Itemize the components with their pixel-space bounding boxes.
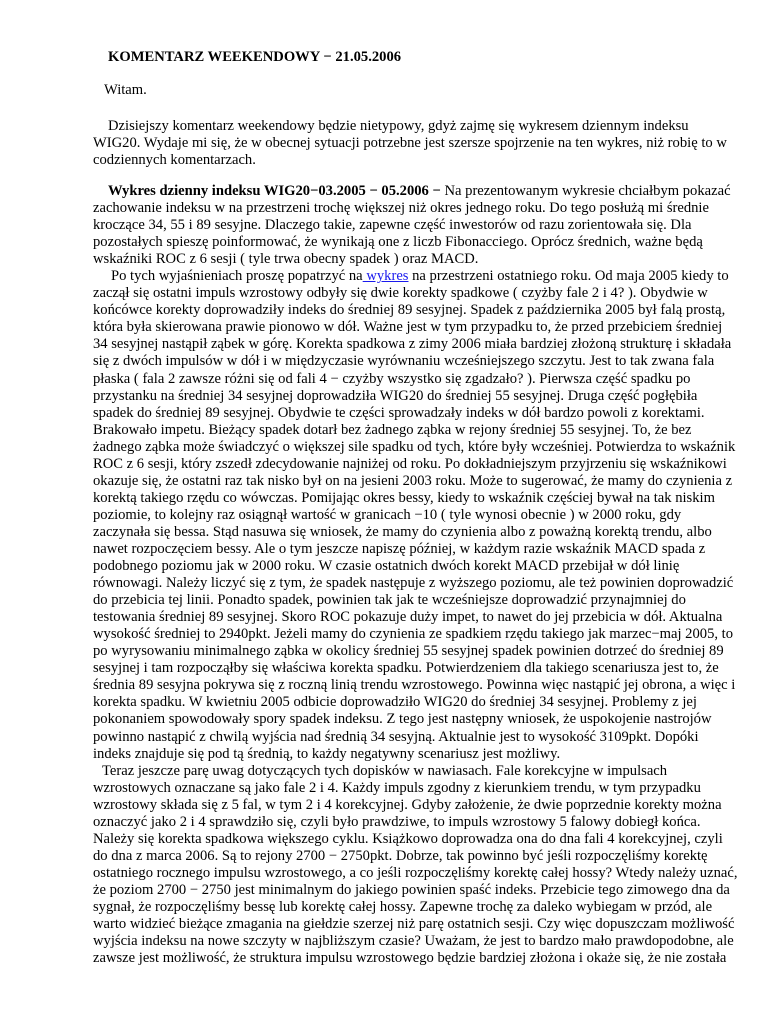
analysis-line: ROC z 6 sesji, który zszedł zdecydowanie najniżej od roku. Po dokładniejszym przyjrzeniu się wskaźnikowi [93, 455, 727, 472]
analysis-line: nawet rozpoczęciem bessy. Ale o tym jeszcze napiszę później, w każdym razie wskaźnik MACD spada z [93, 540, 706, 557]
final-paragraph-line: oznaczyć jako 2 i 4 sprawdziło się, czyli było prawdziwe, to impuls wzrostowy 5 falowy dobiegł końca. [93, 813, 701, 830]
intro-line: codziennych komentarzach. [93, 152, 256, 169]
analysis-line: końcówce korekty doprowadziły indeks do średniej 89 sesyjnej. Spadek z października 2005 był falą prostą, [93, 302, 726, 319]
analysis-line: przystanku na średniej 34 sesyjnej doprowadziła WIG20 do średniej 55 sesyjnej. Druga część pogłębiła [93, 387, 698, 404]
analysis-line: Brakowało impetu. Bieżący spadek dotarł bez żadnego ząbka w rejony średniej 55 sesyjnej. To, że bez [93, 421, 692, 438]
analysis-line: średnia 89 sesyjna pokrywa się z roczną linią trendu wzrostowego. Powinna więc nastąpić jej obrona, a więc i [93, 677, 736, 694]
section-line: pozostałych spieszę poinformować, że wynikają one z liczb Fibonacciego. Oprócz średnich, ważne będą [93, 234, 703, 251]
chart-link-line [93, 268, 737, 285]
final-paragraph-line: sygnał, że rozpoczęliśmy bessę lub korektę całej hossy. Zapewne trochę za daleko wybiegam w przód, ale [93, 898, 713, 915]
analysis-line: sesyjnej i tam rozpocząłby się właściwa korekta spadku. Potwierdzeniem dla takiego scenariusza jest to, że [93, 660, 719, 677]
chart-link[interactable]: wykres [362, 268, 409, 285]
section-line: kroczące 34, 55 i 89 sesyjne. Dlaczego takie, zapewne część inwestorów od razu zorientowała się. Dla [93, 217, 692, 234]
intro-line: Dzisiejszy komentarz weekendowy będzie nietypowy, gdyż zajmę się wykresem dziennym indeksu [108, 118, 689, 134]
document-title: KOMENTARZ WEEKENDOWY − 21.05.2006 [108, 49, 402, 65]
intro-paragraph [93, 118, 727, 169]
greeting: Witam. [104, 82, 147, 98]
section-first-line-text: Na prezentowanym wykresie chciałbym pokazać [440, 183, 731, 199]
final-paragraph-line: wyjścia indeksu na nowe szczyty w najbliższym czasie? Uważam, że jest to bardzo mało prawdopodobne, ale [93, 933, 734, 950]
final-paragraph-line: zawsze jest możliwość, że struktura impulsu wzrostowego będzie bardziej złożona i okaże się, że nie została [93, 950, 727, 967]
analysis-line: do przebicia tej linii. Ponadto spadek, powinien tak jak te wcześniejsze doprowadzić przynajmniej do [93, 592, 686, 609]
analysis-line: żadnego ząbka może świadczyć o większej sile spadku od tych, które były wcześniej. Potwierdza to wskaźnik [93, 438, 736, 455]
analysis-line: równowagi. Należy liczyć się z tym, że spadek następuje z wyższego poziomu, ale też powinien doprowadzić [93, 575, 734, 592]
analysis-line: poziomie, to kolejny raz osiągnął wartość w granicach −10 ( tyle wynosi obecnie ) w 2000 roku, gdy [93, 506, 682, 523]
analysis-line: korektą takiego rzędu co wówczas. Pomijając okres bessy, kiedy to wskaźnik częściej bywał na tak niskim [93, 489, 715, 506]
analysis-line: po wyrysowaniu minimalnego ząbka w okolicy średniej 55 sesyjnej spadek powinien dotrzeć do średniej 89 [93, 643, 724, 660]
analysis-line: okazuje się, że ostatni raz tak nisko był on na jesieni 2003 roku. Może to sugerować, że mamy do czynienia z [93, 472, 733, 489]
chart-link-line-before: Po tych wyjaśnieniach proszę popatrzyć na [111, 268, 363, 285]
final-paragraph-line: wzrostowych oznaczane są jako fale 2 i 4. Każdy impuls zgodny z kierunkiem trendu, w tym przypadku [93, 779, 701, 796]
analysis-line: powinno nastąpić z chwilą wyjścia nad średnią 34 sesyjną. Aktualnie jest to wysokość 3109pkt. Dopóki [93, 728, 699, 745]
analysis-line: zaczynała się bessa. Stąd nasuwa się wniosek, że mamy do czynienia albo z poważną korektą trendu, albo [93, 523, 712, 540]
analysis-line: wysokość średniej to 2940pkt. Jeżeli mamy do czynienia ze spadkiem rzędu takiego jak marzec−maj 2005, to [93, 626, 734, 643]
final-paragraph-line: ostatniego rocznego impulsu wzrostowego, a co jeśli rozpoczęliśmy korektę całej hossy? Wtedy należy uznać, [93, 864, 738, 881]
final-paragraph-line: warto widzieć bieżące zmagania na giełdzie szerzej niż parę ostatnich sesji. Czy więc dopuszczam możliwość [93, 916, 735, 933]
chart-link-line-after: na przestrzeni ostatniego roku. Od maja 2005 kiedy to [408, 268, 729, 285]
analysis-line: płaska ( fala 2 zawsze różni się od fali 4 − czyżby wszystko się zgadzało? ). Pierwsza część spadku po [93, 370, 691, 387]
analysis-line: spadek do średniej 89 sesyjnej. Obydwie te części sprowadzały indeks w dół bardzo powoli z korektami. [93, 404, 705, 421]
intro-line: WIG20. Wydaje mi się, że w obecnej sytuacji potrzebne jest szersze spojrzenie na ten wykres, niż robię to w [93, 135, 727, 152]
section-line: wskaźniki ROC z 6 sesji ( tyle trwa obecny spadek ) oraz MACD. [93, 251, 479, 268]
final-paragraph-line: do dna z marca 2006. Są to rejony 2700 − 2750pkt. Dobrze, tak powinno być jeśli rozpoczęliśmy korektę [93, 847, 708, 864]
section-paragraph-lines [93, 200, 737, 268]
section-heading: Wykres dzienny indeksu WIG20−03.2005 − 05.2006 − [108, 183, 441, 199]
analysis-paragraph-lines [93, 285, 737, 762]
analysis-line: zaczął się ostatni impuls wzrostowy odbyły się dwie korekty spadkowe ( czyżby fale 2 i 4? ). Obydwie w [93, 285, 708, 302]
analysis-section [93, 183, 737, 967]
section-first-line [93, 183, 737, 200]
final-paragraph-lines [93, 763, 737, 968]
final-paragraph-line: wzrostowy składa się z 5 fal, w tym 2 i 4 korekcyjnej. Gdyby założenie, że dwie poprzednie korekty można [93, 796, 722, 813]
final-paragraph-line: że poziom 2700 − 2750 jest minimalnym do jakiego powinien spaść indeks. Przebicie tego zimowego dna da [93, 881, 730, 898]
analysis-line: która była skierowana prawie pionowo w dół. Ważne jest w tym przypadku to, że przed przebiciem średniej [93, 319, 723, 336]
final-paragraph-line: Teraz jeszcze parę uwag dotyczących tych dopisków w nawiasach. Fale korekcyjne w impulsach [102, 762, 668, 779]
analysis-line: indeks znajduje się pod tą średnią, to każdy negatywny scenariusz jest możliwy. [93, 745, 561, 762]
analysis-line: korekta spadku. W kwietniu 2005 odbicie doprowadziło WIG20 do średniej 34 sesyjnej. Problemy z jej [93, 694, 697, 711]
analysis-line: podobnego poziomu jak w 2000 roku. W czasie ostatnich dwóch korekt MACD przebijał w dół linię [93, 558, 680, 575]
final-paragraph-line: Należy się korekta spadkowa większego cyklu. Książkowo doprowadza ona do dna fali 4 korekcyjnej, czyli [93, 830, 723, 847]
analysis-line: pokonaniem spowodowały spory spadek indeksu. Z tego jest następny wniosek, że uspokojenie nastrojów [93, 711, 712, 728]
analysis-line: testowania średniej 89 sesyjnej. Skoro ROC pokazuje duży impet, to nawet do jej przebicia w dół. Aktualna [93, 609, 723, 626]
section-line: zachowanie indeksu w na przestrzeni trochę większej niż okres jednego roku. Do tego posłużą mi średnie [93, 200, 709, 217]
analysis-line: się z dwóch impulsów w dół i w międzyczasie wyrównaniu wcześniejszego szczytu. Jest to tak zwana fala [93, 353, 715, 370]
analysis-line: 34 sesyjnej nastąpił ząbek w górę. Korekta spadkowa z zimy 2006 miała bardziej złożoną strukturę i składała [93, 336, 732, 353]
